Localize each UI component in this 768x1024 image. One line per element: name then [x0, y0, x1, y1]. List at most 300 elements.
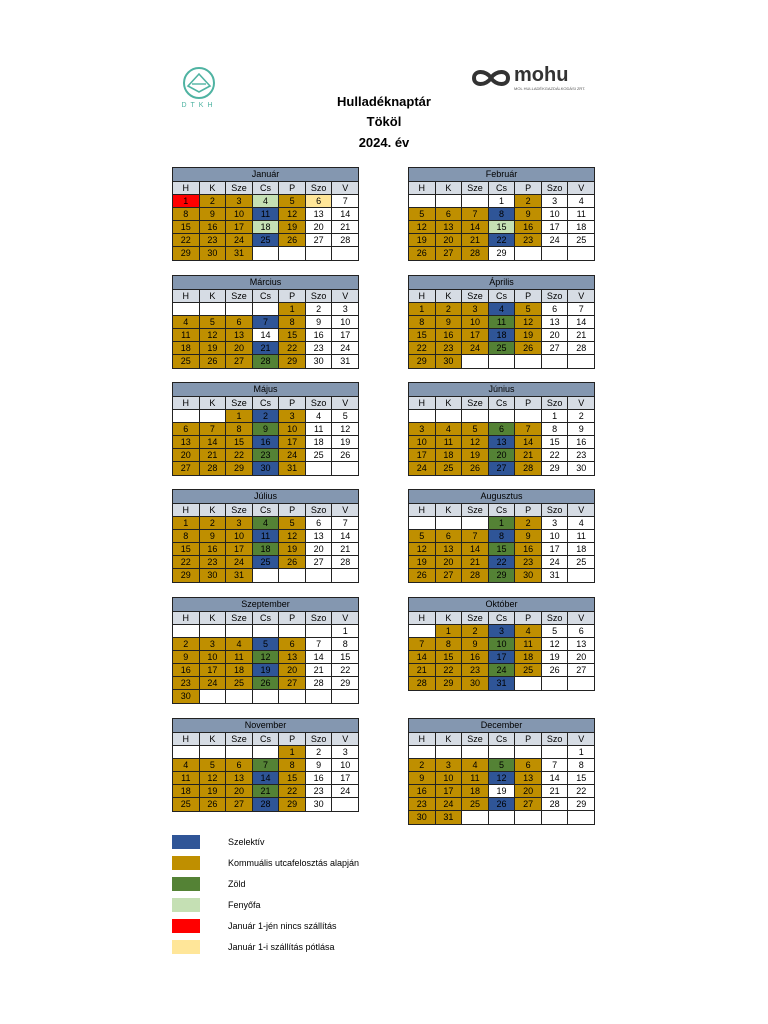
day-cell: 5 — [253, 638, 280, 650]
weekday-header: H — [173, 733, 200, 745]
legend-label: Szelektív — [228, 837, 265, 847]
week-row — [409, 517, 594, 530]
day-cell: 10 — [340, 317, 351, 327]
day-cell: 18 — [253, 543, 280, 555]
legend-swatch — [172, 835, 200, 849]
day-cell — [332, 569, 358, 582]
day-cell: 23 — [173, 677, 200, 689]
weekday-header: P — [515, 182, 542, 194]
day-cell: 23 — [462, 664, 489, 676]
day-cell: 10 — [436, 772, 463, 784]
week-row — [173, 651, 358, 664]
day-cell: 20 — [306, 543, 333, 555]
day-cell: 31 — [279, 462, 306, 475]
weekday-header: P — [515, 290, 542, 302]
day-cell: 12 — [542, 638, 569, 650]
day-cell: 6 — [436, 208, 463, 220]
day-cell: 27 — [279, 677, 306, 689]
day-cell: 10 — [200, 651, 227, 663]
day-cell: 7 — [306, 638, 333, 650]
day-cell — [489, 410, 516, 422]
month-7 — [408, 489, 595, 583]
weekday-header-row — [409, 504, 594, 517]
day-cell: 14 — [340, 209, 351, 219]
day-cell — [462, 746, 489, 758]
day-cell: 18 — [576, 222, 587, 232]
day-cell: 17 — [462, 329, 489, 341]
weekday-header: Szo — [542, 182, 569, 194]
day-cell: 10 — [462, 316, 489, 328]
day-cell: 17 — [409, 449, 436, 461]
day-cell: 12 — [515, 316, 542, 328]
day-cell: 26 — [253, 677, 280, 689]
day-cell: 25 — [576, 235, 587, 245]
day-cell: 5 — [279, 195, 306, 207]
weekday-header-row — [173, 397, 358, 410]
day-cell — [409, 625, 436, 637]
week-row — [409, 449, 594, 462]
day-cell: 5 — [200, 316, 227, 328]
day-cell: 9 — [578, 424, 584, 434]
day-cell: 17 — [226, 543, 253, 555]
day-cell: 3 — [489, 625, 516, 637]
day-cell — [568, 677, 594, 690]
month-name: Március — [173, 276, 358, 290]
day-cell: 10 — [542, 530, 569, 542]
day-cell — [568, 247, 594, 260]
day-cell: 31 — [226, 247, 253, 260]
weekday-header: K — [436, 733, 463, 745]
city-name: Tököl — [366, 114, 402, 129]
week-row — [173, 677, 358, 690]
day-cell: 26 — [409, 247, 436, 260]
weekday-header: Cs — [253, 504, 280, 516]
day-cell — [436, 195, 463, 207]
day-cell: 28 — [340, 557, 351, 567]
weekday-header-row — [173, 612, 358, 625]
week-row — [173, 208, 358, 221]
day-cell: 25 — [306, 449, 333, 461]
day-cell: 30 — [515, 569, 542, 582]
day-cell: 29 — [279, 798, 306, 811]
day-cell: 29 — [173, 247, 200, 260]
day-cell: 24 — [542, 556, 569, 568]
day-cell: 1 — [409, 303, 436, 315]
day-cell: 20 — [306, 221, 333, 233]
day-cell: 30 — [306, 798, 333, 811]
day-cell: 29 — [409, 355, 436, 368]
day-cell: 4 — [253, 195, 280, 207]
legend-label: Január 1-i szállítás pótlása — [228, 942, 335, 952]
day-cell: 17 — [200, 664, 227, 676]
day-cell: 31 — [226, 569, 253, 582]
day-cell: 27 — [226, 798, 253, 811]
day-cell: 15 — [542, 436, 569, 448]
day-cell: 21 — [542, 785, 569, 797]
month-name: Február — [409, 168, 594, 182]
week-row — [173, 329, 358, 342]
weekday-header: P — [279, 733, 306, 745]
legend-label: Zöld — [228, 879, 246, 889]
day-cell: 18 — [489, 329, 516, 341]
day-cell: 22 — [279, 785, 306, 797]
day-cell: 19 — [462, 449, 489, 461]
day-cell: 29 — [173, 569, 200, 582]
day-cell: 19 — [253, 664, 280, 676]
day-cell: 5 — [542, 625, 569, 637]
weekday-header: K — [200, 397, 227, 409]
day-cell: 2 — [515, 517, 542, 529]
day-cell: 22 — [409, 342, 436, 354]
day-cell: 28 — [462, 569, 489, 582]
weekday-header: P — [515, 733, 542, 745]
week-row — [173, 436, 358, 449]
day-cell: 28 — [462, 247, 489, 260]
week-row — [173, 316, 358, 329]
week-row — [409, 543, 594, 556]
weekday-header: Sze — [226, 612, 253, 624]
day-cell: 11 — [462, 772, 489, 784]
day-cell: 5 — [409, 208, 436, 220]
day-cell: 29 — [489, 247, 516, 260]
day-cell: 21 — [462, 556, 489, 568]
day-cell: 11 — [253, 530, 280, 542]
week-row — [173, 449, 358, 462]
weekday-header: H — [173, 504, 200, 516]
day-cell — [332, 462, 358, 475]
day-cell: 14 — [340, 531, 351, 541]
day-cell — [462, 517, 489, 529]
day-cell: 14 — [462, 543, 489, 555]
weekday-header-row — [409, 612, 594, 625]
week-row — [409, 355, 594, 368]
day-cell: 7 — [515, 423, 542, 435]
month-10 — [172, 718, 359, 812]
week-row — [409, 556, 594, 569]
day-cell — [542, 355, 569, 368]
day-cell: 22 — [173, 234, 200, 246]
day-cell: 2 — [306, 303, 333, 315]
day-cell: 15 — [173, 543, 200, 555]
day-cell: 8 — [173, 530, 200, 542]
day-cell: 2 — [253, 410, 280, 422]
day-cell: 23 — [576, 450, 587, 460]
day-cell: 9 — [306, 759, 333, 771]
day-cell: 8 — [542, 423, 569, 435]
day-cell: 28 — [576, 343, 587, 353]
day-cell: 6 — [578, 626, 584, 636]
day-cell: 4 — [515, 625, 542, 637]
day-cell — [200, 746, 227, 758]
day-cell: 20 — [515, 785, 542, 797]
day-cell: 22 — [279, 342, 306, 354]
day-cell: 6 — [279, 638, 306, 650]
day-cell — [568, 569, 594, 582]
weekday-header: Sze — [462, 182, 489, 194]
weekday-header: H — [409, 504, 436, 516]
weekday-header: Cs — [253, 397, 280, 409]
day-cell: 9 — [173, 651, 200, 663]
weekday-header: Cs — [489, 397, 516, 409]
weekday-header: K — [200, 733, 227, 745]
day-cell: 1 — [489, 195, 516, 207]
week-row — [173, 195, 358, 208]
day-cell: 15 — [173, 221, 200, 233]
day-cell: 19 — [409, 234, 436, 246]
weekday-header: Cs — [253, 733, 280, 745]
day-cell: 23 — [515, 556, 542, 568]
day-cell: 8 — [342, 639, 348, 649]
weekday-header: K — [436, 612, 463, 624]
day-cell — [226, 625, 253, 637]
weekday-header: K — [436, 504, 463, 516]
weekday-header: V — [332, 612, 358, 624]
day-cell: 18 — [173, 342, 200, 354]
day-cell: 4 — [578, 196, 584, 206]
day-cell: 31 — [436, 811, 463, 824]
weekday-header: H — [173, 182, 200, 194]
weekday-header: V — [332, 504, 358, 516]
day-cell: 12 — [340, 424, 351, 434]
day-cell: 23 — [200, 556, 227, 568]
day-cell: 27 — [306, 556, 333, 568]
day-cell: 11 — [489, 316, 516, 328]
day-cell: 12 — [279, 530, 306, 542]
day-cell: 28 — [253, 355, 280, 368]
day-cell: 20 — [279, 664, 306, 676]
week-row — [409, 423, 594, 436]
day-cell: 7 — [462, 208, 489, 220]
day-cell: 5 — [462, 423, 489, 435]
day-cell: 6 — [542, 303, 569, 315]
day-cell — [489, 746, 516, 758]
weekday-header: Cs — [253, 612, 280, 624]
month-0 — [172, 167, 359, 261]
day-cell: 10 — [279, 423, 306, 435]
day-cell: 13 — [226, 772, 253, 784]
day-cell: 4 — [462, 759, 489, 771]
week-row — [409, 798, 594, 811]
week-row — [173, 664, 358, 677]
day-cell: 9 — [409, 772, 436, 784]
day-cell: 11 — [173, 772, 200, 784]
day-cell: 14 — [253, 772, 280, 784]
weekday-header-row — [409, 182, 594, 195]
weekday-header: H — [409, 182, 436, 194]
day-cell: 30 — [173, 690, 200, 703]
legend-label: Fenyőfa — [228, 900, 261, 910]
day-cell: 14 — [200, 436, 227, 448]
day-cell: 26 — [489, 798, 516, 810]
weekday-header: Cs — [489, 182, 516, 194]
week-row — [173, 543, 358, 556]
day-cell: 25 — [253, 556, 280, 568]
day-cell: 5 — [409, 530, 436, 542]
weekday-header: P — [279, 612, 306, 624]
day-cell: 1 — [436, 625, 463, 637]
week-row — [409, 530, 594, 543]
week-row — [173, 462, 358, 475]
day-cell: 12 — [279, 208, 306, 220]
day-cell — [173, 625, 200, 637]
day-cell: 16 — [576, 437, 587, 447]
week-row — [409, 759, 594, 772]
week-row — [173, 798, 358, 811]
weekday-header: H — [409, 397, 436, 409]
weekday-header: K — [200, 504, 227, 516]
day-cell: 16 — [253, 436, 280, 448]
day-cell: 2 — [409, 759, 436, 771]
day-cell — [253, 625, 280, 637]
day-cell: 28 — [542, 798, 569, 810]
weekday-header: V — [568, 733, 594, 745]
day-cell — [173, 746, 200, 758]
week-row — [173, 234, 358, 247]
day-cell: 28 — [515, 462, 542, 475]
day-cell: 27 — [489, 462, 516, 475]
weekday-header: Sze — [226, 733, 253, 745]
day-cell: 6 — [226, 759, 253, 771]
day-cell: 30 — [253, 462, 280, 475]
day-cell: 28 — [409, 677, 436, 690]
weekday-header: H — [409, 290, 436, 302]
day-cell — [462, 195, 489, 207]
day-cell: 4 — [173, 759, 200, 771]
day-cell: 13 — [226, 329, 253, 341]
day-cell: 24 — [436, 798, 463, 810]
weekday-header: Sze — [462, 290, 489, 302]
legend-swatch — [172, 940, 200, 954]
weekday-header: Szo — [306, 504, 333, 516]
day-cell: 21 — [253, 785, 280, 797]
day-cell: 8 — [489, 530, 516, 542]
legend-label: Január 1-jén nincs szállítás — [228, 921, 337, 931]
weekday-header: V — [568, 612, 594, 624]
day-cell: 26 — [200, 355, 227, 368]
day-cell: 8 — [578, 760, 584, 770]
week-row — [409, 462, 594, 475]
day-cell — [568, 811, 594, 824]
day-cell: 4 — [253, 517, 280, 529]
day-cell: 24 — [409, 462, 436, 475]
month-name: Január — [173, 168, 358, 182]
weekday-header: P — [279, 182, 306, 194]
month-3 — [408, 275, 595, 369]
weekday-header-row — [409, 733, 594, 746]
day-cell — [306, 569, 333, 582]
day-cell — [542, 677, 569, 690]
day-cell: 10 — [340, 760, 351, 770]
week-row — [173, 690, 358, 703]
day-cell: 17 — [489, 651, 516, 663]
day-cell: 9 — [200, 530, 227, 542]
day-cell: 11 — [576, 209, 586, 219]
weekday-header: V — [568, 182, 594, 194]
day-cell: 14 — [576, 317, 587, 327]
day-cell: 6 — [436, 530, 463, 542]
month-11 — [408, 718, 595, 825]
week-row — [409, 677, 594, 690]
day-cell: 8 — [226, 423, 253, 435]
day-cell — [306, 625, 333, 637]
day-cell: 9 — [436, 316, 463, 328]
week-row — [173, 303, 358, 316]
day-cell — [200, 690, 227, 703]
day-cell — [279, 690, 306, 703]
day-cell — [542, 746, 569, 758]
weekday-header: H — [173, 290, 200, 302]
day-cell: 14 — [462, 221, 489, 233]
day-cell: 27 — [436, 247, 463, 260]
day-cell: 18 — [173, 785, 200, 797]
day-cell: 17 — [226, 221, 253, 233]
week-row — [409, 221, 594, 234]
day-cell: 29 — [340, 678, 351, 688]
day-cell: 13 — [306, 208, 333, 220]
weekday-header: P — [515, 397, 542, 409]
day-cell: 11 — [306, 423, 333, 435]
day-cell: 26 — [515, 342, 542, 354]
day-cell: 6 — [515, 759, 542, 771]
day-cell: 15 — [340, 652, 351, 662]
month-1 — [408, 167, 595, 261]
day-cell: 3 — [542, 195, 569, 207]
day-cell: 25 — [226, 677, 253, 689]
day-cell: 18 — [576, 544, 587, 554]
day-cell — [253, 569, 280, 582]
day-cell: 20 — [489, 449, 516, 461]
day-cell: 13 — [173, 436, 200, 448]
day-cell: 29 — [279, 355, 306, 368]
month-name: December — [409, 719, 594, 733]
week-row — [173, 569, 358, 582]
day-cell: 2 — [462, 625, 489, 637]
day-cell — [489, 355, 516, 368]
day-cell: 20 — [226, 785, 253, 797]
day-cell: 26 — [200, 798, 227, 811]
day-cell: 30 — [200, 569, 227, 582]
day-cell: 17 — [542, 221, 569, 233]
day-cell: 11 — [253, 208, 280, 220]
day-cell: 23 — [200, 234, 227, 246]
day-cell: 10 — [226, 208, 253, 220]
week-row — [409, 436, 594, 449]
day-cell: 2 — [173, 638, 200, 650]
day-cell — [306, 690, 333, 703]
day-cell — [568, 355, 594, 368]
day-cell — [436, 746, 463, 758]
week-row — [173, 247, 358, 260]
day-cell — [515, 247, 542, 260]
day-cell: 13 — [515, 772, 542, 784]
day-cell: 2 — [306, 746, 333, 758]
day-cell — [462, 355, 489, 368]
day-cell: 18 — [306, 436, 333, 448]
page-title: Hulladéknaptár — [337, 94, 431, 109]
day-cell — [173, 303, 200, 315]
week-row — [173, 355, 358, 368]
day-cell: 6 — [226, 316, 253, 328]
day-cell: 27 — [226, 355, 253, 368]
day-cell: 5 — [515, 303, 542, 315]
year-label: 2024. év — [358, 135, 410, 150]
weekday-header: H — [173, 397, 200, 409]
day-cell: 30 — [306, 355, 333, 368]
day-cell: 5 — [342, 411, 348, 421]
day-cell: 7 — [409, 638, 436, 650]
week-row — [173, 423, 358, 436]
day-cell: 19 — [279, 543, 306, 555]
